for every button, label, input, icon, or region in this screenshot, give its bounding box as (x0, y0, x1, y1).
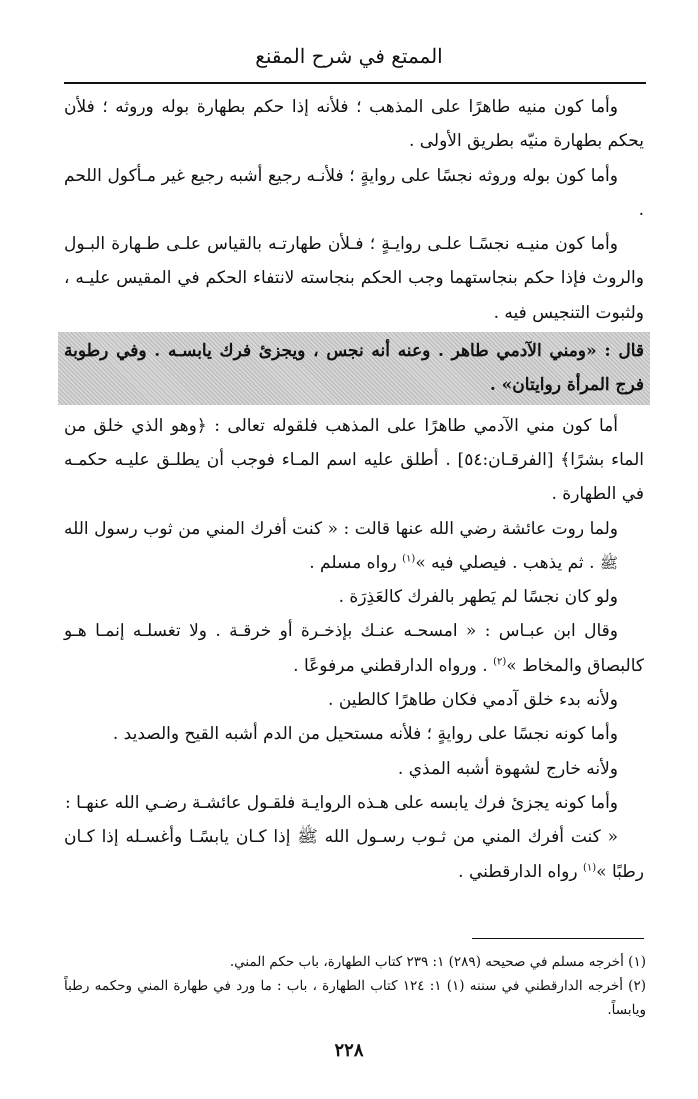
matn-quote-box (58, 332, 650, 405)
footnotes (64, 950, 646, 1022)
paragraph-9: وأما كونه نجسًا على روايةٍ ؛ فلأنه مستحيل من الدم أشبه القيح والصديد . (112, 724, 618, 745)
paragraph-4: أما كون مني الآدمي طاهرًا على المذهب فلقوله تعالى : ﴿وهو الذي خلق من الماء بشرًا﴾ [الفرقـان:٥٤] . أطلق عليه اسم المـاء فوجب أن يطلـق عليـه حكمـه في الطهارة . (64, 415, 644, 505)
footnote-2: (٢) أخرجه الدارقطني في سننه (١) ١: ١٢٤ كتاب الطهارة ، باب : ما ورد في طهارة المني وحكمه رطباً ويابساً. (64, 978, 646, 1018)
footnote-ref-1[interactable]: (١) (402, 553, 416, 565)
book-title: الممتع في شرح المقنع (255, 44, 443, 68)
footnote-divider (472, 938, 644, 939)
main-text (64, 90, 644, 889)
footnote-ref-3[interactable]: (١) (582, 861, 597, 873)
hadith-source: رواه مسلم . (309, 552, 397, 573)
paragraph-1: وأما كون منيه طاهرًا على المذهب ؛ فلأنه إذا حكم بطهارة بوله وروثه ؛ فلأن يحكم بطهارة منيّه بطريق الأولى . (64, 97, 644, 152)
paragraph-10: ولأنه خارج لشهوة أشبه المذي . (397, 758, 618, 779)
header-divider (64, 82, 646, 84)
hadith-aisha-second-source: رواه الدارقطني . (458, 861, 578, 882)
matn-quote-text: قال : «ومني الآدمي طاهر . وعنه أنه نجس ، ويجزئ فرك يابسـه . وفي رطوبة فرج المرأة روايتان» . (64, 341, 644, 396)
paragraph-7 (64, 614, 644, 683)
hadith-aisha-second: « كنت أفرك المني من ثـوب رسـول الله ﷺ إذا كـان يابسًـا وأغسـله إذا كـان رطبًا » (64, 827, 644, 882)
paragraph-6: ولو كان نجسًا لم يَطهر بالفرك كالعَذِرَة . (338, 587, 618, 608)
paragraph-3: وأما كون منيـه نجسًـا علـى روايـةٍ ؛ فـلأن طهارتـه بالقياس علـى طـهارة البـول والروث فإذا حكم بنجاستهما وجب الحكم بنجاسته لانتفاء الحكم في المقيس عليـه ، ولثبوت التنجيس فيه . (64, 234, 644, 323)
ibn-abbas-source: . ورواه الدارقطني مرفوعًا . (293, 655, 488, 676)
page-number: ٢٢٨ (334, 1040, 364, 1061)
ibn-abbas-quote: وقال ابن عبـاس : « امسحـه عنـك بإذخـرة أو خرقـة . ولا تغسلـه إنمـا هـو كالبصاق والمخاط » (64, 621, 644, 676)
paragraph-12 (64, 820, 644, 889)
salawat-ornament-icon: ﷺ (599, 553, 618, 572)
paragraph-11: وأما كونه يجزئ فرك يابسه على هـذه الروايـة فلقـول عائشـة رضـي الله عنهـا : (65, 792, 618, 813)
hadith-aisha-text: ولما روت عائشة رضي الله عنها قالت : « كنت أفرك المني من ثوب رسول الله (64, 518, 618, 539)
hadith-aisha-text-end: . ثم يذهب . فيصلي فيه » (415, 552, 595, 573)
footnote-1: (١) أخرجه مسلم في صحيحه (٢٨٩) ١: ٢٣٩ كتاب الطهارة، باب حكم المني. (229, 954, 646, 970)
paragraph-5 (64, 512, 644, 581)
paragraph-2: وأما كون بوله وروثه نجسًا على روايةٍ ؛ فلأنـه رجيع أشبه رجيع غير مـأكول اللحم . (64, 165, 644, 220)
paragraph-8: ولأنه بدء خلق آدمي فكان طاهرًا كالطين . (328, 690, 618, 711)
footnote-ref-2[interactable]: (٢) (493, 656, 507, 668)
running-header (0, 42, 698, 70)
